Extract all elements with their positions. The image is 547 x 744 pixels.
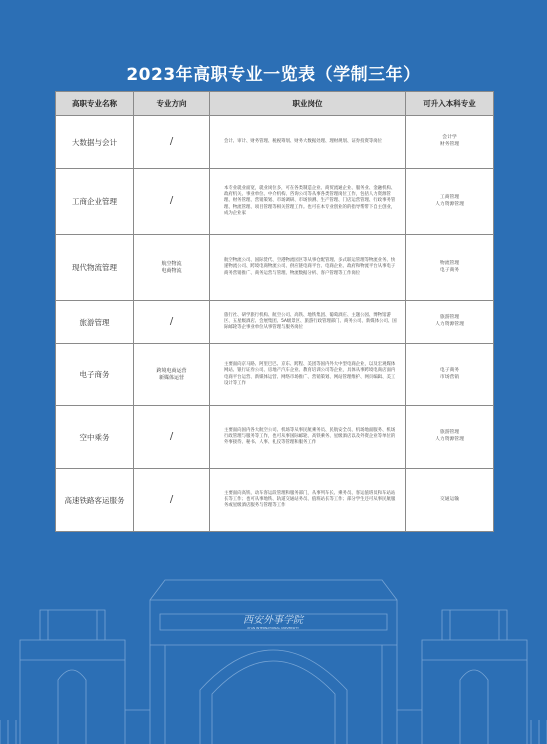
- major-upgrade: 会计学 财务管理: [406, 116, 494, 169]
- table-row: [56, 406, 494, 469]
- major-name: 工商企业管理: [56, 169, 134, 235]
- table-row: [56, 116, 494, 169]
- header-upgrade: 可升入本科专业: [406, 92, 494, 116]
- major-direction: 航空物流 电商物流: [134, 235, 210, 301]
- major-positions: 会计、审计、财务管理、税税筹划、财务大数据处理、理财规划、证券投资等岗位: [210, 116, 406, 169]
- major-upgrade: 旅游管理 人力资源管理: [406, 406, 494, 469]
- major-direction: /: [134, 301, 210, 344]
- major-name: 高速铁路客运服务: [56, 469, 134, 532]
- table-row: [56, 301, 494, 344]
- major-direction: /: [134, 469, 210, 532]
- major-direction: 跨境电商运营 新媒体运营: [134, 344, 210, 406]
- major-upgrade: 旅游管理 人力资源管理: [406, 301, 494, 344]
- major-name: 现代物流管理: [56, 235, 134, 301]
- major-upgrade: 电子商务 市场营销: [406, 344, 494, 406]
- school-name-en: XI'AN INTERNATIONAL UNIVERSITY: [247, 626, 299, 630]
- campus-gate-illustration: [0, 570, 547, 744]
- major-direction: /: [134, 406, 210, 469]
- header-positions: 职业岗位: [210, 92, 406, 116]
- header-major: 高职专业名称: [56, 92, 134, 116]
- table-row: [56, 235, 494, 301]
- major-positions: 主要面向高铁、动车客运段管理和服务部门，从事列车长、乘务员、客运值班员和车站站长等工作；也可从事地铁、轨道交通站务员、值班站长等工作；部分学生还可从事民航服务或星级酒店服务与管理等工作: [210, 469, 406, 532]
- major-name: 电子商务: [56, 344, 134, 406]
- major-upgrade: 交通运输: [406, 469, 494, 532]
- majors-table: [55, 91, 493, 532]
- major-name: 空中乘务: [56, 406, 134, 469]
- major-positions: 旅行社、研学旅行机构、航空公司、高铁、地铁集团、葡萄酒庄、主题公园、博物馆游区、五星级酒店、会展集团、5A级景区、旅游行政管理部门、商务公司、新媒体公司、国际邮轮等企事业单位从事管理与服务岗位: [210, 301, 406, 344]
- major-positions: 主要面向国内各大航空公司、机场等从事民航乘务员、民航安全员、机场地面服务、机场行政管理与服务等工作，也可从事国际邮轮、高铁乘务、星级酒店以及外资企业等单位的外事接待、秘书、人事、礼仪等管理和服务工作: [210, 406, 406, 469]
- major-name: 旅游管理: [56, 301, 134, 344]
- major-positions: 主要面向京马路、阿里巴巴、京东、跨程、美团等国内外大中型电商企业，以及宏观媒体网站、银行证券公司、房地产汽车企业、教育培训公司等企业，具体从事跨境电商店面内电商平台运营、新媒体运营、网络市场推广、营销策划、网站管理维护、网页编辑、美工设计等工作: [210, 344, 406, 406]
- major-direction: /: [134, 169, 210, 235]
- major-positions: 本专业就业面宽，就业岗位多，可在各类制造企业、商贸流通企业、服务业、金融机构、政府机关、事业单位、中介机构、咨询公司等从事各类管理岗位工作，包括人力资源管理、财务管理、营销策划、市场调研、市场预测、生产管理、门店运营管理、行政事务管理、物流管理、项目管理等相关管理工作。也可在本专业创业的的指导帮带下自主创业，成为企业家: [210, 169, 406, 235]
- major-direction: /: [134, 116, 210, 169]
- table-header-row: [56, 92, 494, 116]
- header-direction: 专业方向: [134, 92, 210, 116]
- major-upgrade: 工商管理 人力资源管理: [406, 169, 494, 235]
- major-upgrade: 物流管理 电子商务: [406, 235, 494, 301]
- major-name: 大数据与会计: [56, 116, 134, 169]
- major-positions: 航空物流公司、国际货代、空港物流园区等从事仓配管理、多式联运管理等物流业务、快递物流公司、跨境电商物流公司、供应链电商平台、电商企业、政府和物流平台从事电子商务营销推广、商务运营与管理、物流数据分析、客户管理等工作岗位: [210, 235, 406, 301]
- table-row: [56, 344, 494, 406]
- table-row: [56, 169, 494, 235]
- page-title: 2023年高职专业一览表（学制三年）: [126, 65, 421, 85]
- table-row: [56, 469, 494, 532]
- school-name: 西安外事学院: [243, 615, 303, 626]
